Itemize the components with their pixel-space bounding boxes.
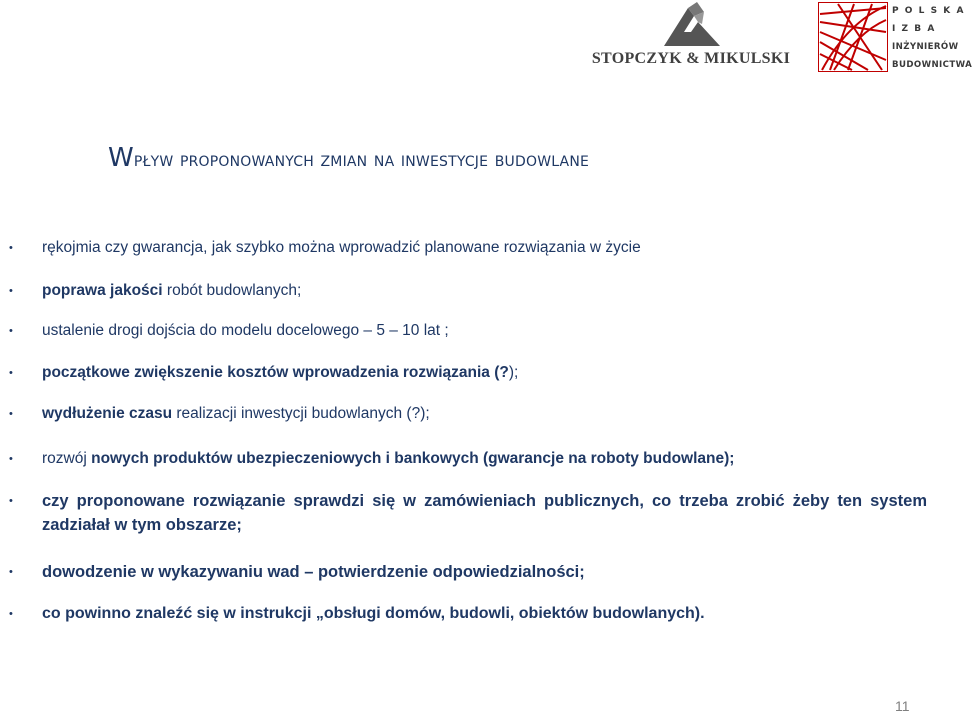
bullet-item: • początkowe zwiększenie kosztów wprowadzenia rozwiązania (?);	[42, 362, 927, 384]
chamber-line: IZBA	[892, 24, 941, 34]
bullet-item: • rękojmia czy gwarancja, jak szybko można wprowadzić planowane rozwiązania w życie	[42, 237, 927, 259]
bullet-icon: •	[9, 408, 13, 420]
bullet-item: • poprawa jakości robót budowlanych;	[42, 280, 927, 302]
firm-name: STOPCZYK & MIKULSKI	[591, 50, 791, 67]
bullet-icon: •	[9, 242, 13, 254]
bullet-item: • ustalenie drogi dojścia do modelu docelowego – 5 – 10 lat ;	[42, 320, 927, 342]
bullet-icon: •	[9, 495, 13, 507]
bullet-icon: •	[9, 325, 13, 337]
bullet-item: • wydłużenie czasu realizacji inwestycji budowlanych (?);	[42, 403, 927, 425]
bullet-item: • co powinno znaleźć się w instrukcji „obsługi domów, budowli, obiektów budowlanych).	[42, 603, 927, 625]
bullet-item: • dowodzenie w wykazywaniu wad – potwierdzenie odpowiedzialności;	[42, 560, 927, 584]
chamber-line: POLSKA	[892, 6, 970, 16]
bullet-icon: •	[9, 285, 13, 297]
stopczyk-mikulski-logo	[586, 2, 796, 72]
chamber-name	[892, 2, 972, 74]
chamber-line: INŻYNIERÓW	[892, 42, 959, 52]
title-rest: pływ proponowanych zmian na inwestycje budowlane	[133, 147, 590, 171]
bullet-icon: •	[9, 453, 13, 465]
bullet-icon: •	[9, 608, 13, 620]
page-number: 11	[895, 698, 910, 714]
mountain-icon	[664, 2, 720, 48]
bullet-item: • czy proponowane rozwiązanie sprawdzi się w zamówieniach publicznych, co trzeba zrobić żeby ten system zadziałał w tym obszarze;	[42, 489, 927, 537]
chamber-emblem-icon	[818, 2, 888, 72]
slide-title	[108, 143, 589, 173]
bullet-item: • rozwój nowych produktów ubezpieczeniowych i bankowych (gwarancje na roboty budowlane);	[42, 448, 927, 470]
bullet-icon: •	[9, 367, 13, 379]
title-initial: W	[108, 143, 134, 173]
chamber-line: BUDOWNICTWA	[892, 60, 972, 70]
bullet-icon: •	[9, 566, 13, 578]
